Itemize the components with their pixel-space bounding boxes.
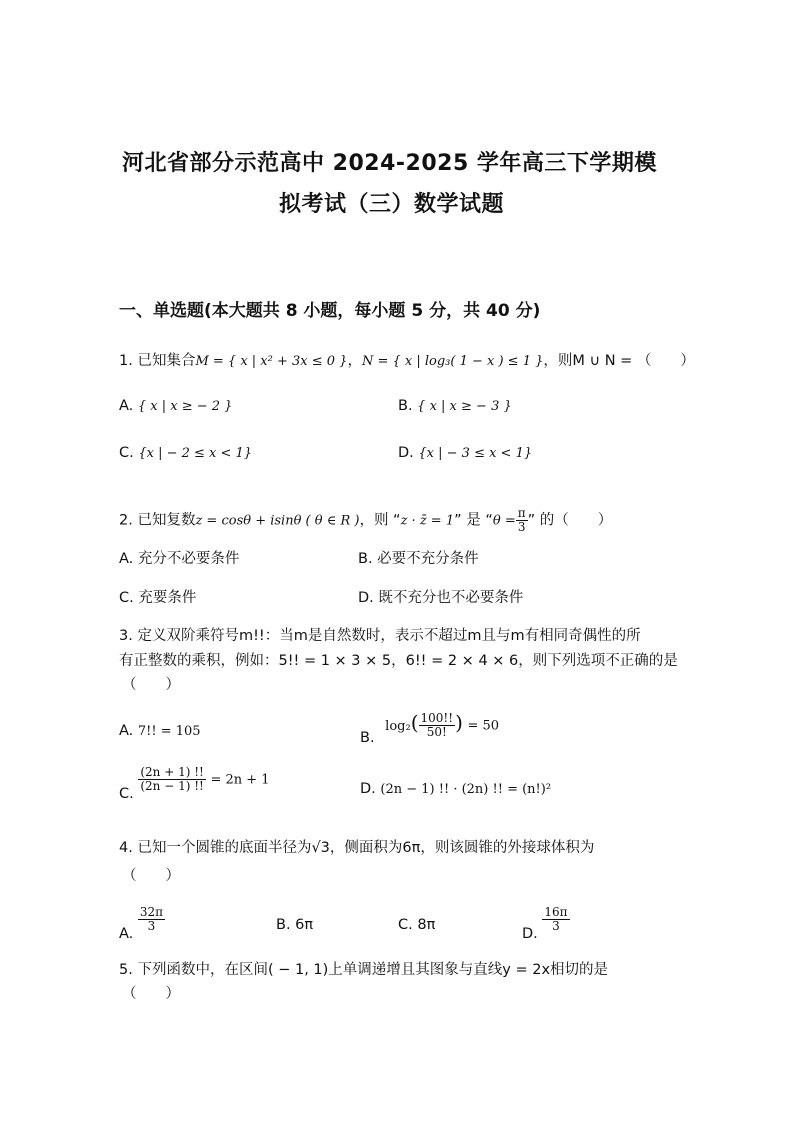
fraction-numerator: 32π	[139, 905, 164, 919]
option-label: A.	[119, 723, 134, 739]
option-label: A.	[119, 925, 134, 942]
question-3-line3: （ ）	[122, 677, 180, 693]
q3-option-a	[119, 724, 201, 739]
q3-option-c-fraction	[138, 766, 206, 793]
option-label: B.	[398, 398, 413, 414]
section-heading: 一、单选题(本大题共 8 小题，每小题 5 分，共 40 分)	[119, 301, 541, 321]
q2-prefix: 2. 已知复数	[119, 512, 196, 529]
q2-option-d: D. 既不充分也不必要条件	[358, 590, 524, 606]
q1-option-d-math: {x | − 3 ≤ x < 1}	[418, 446, 533, 461]
q1-option-c-math: {x | − 2 ≤ x < 1}	[138, 446, 253, 461]
option-label: D.	[398, 445, 414, 461]
q2-cond2-fraction	[516, 507, 528, 534]
q3-option-d	[360, 782, 551, 797]
q1-option-a-math: { x | x ≥ − 2 }	[137, 399, 233, 414]
doc-title-line2: 拟考试（三）数学试题	[279, 192, 505, 217]
fraction-denominator: (2n − 1) !!	[140, 779, 204, 794]
fraction-denominator: 3	[552, 919, 560, 934]
question-2-stem	[119, 507, 612, 534]
fraction-numerator: 100!!	[420, 711, 454, 725]
q2-suffix: ” 的（ ）	[527, 512, 613, 529]
option-label: A.	[119, 398, 134, 414]
question-5-line1: 5. 下列函数中，在区间( − 1, 1)上单调递增且其图象与直线y = 2x相切的是	[119, 962, 609, 978]
q4-option-a	[119, 905, 165, 942]
question-1-stem	[119, 354, 695, 369]
fraction-numerator: (2n + 1) !!	[140, 765, 204, 779]
q3-option-b	[360, 710, 500, 746]
q4-option-d-fraction	[542, 906, 569, 933]
q4-option-b: B. 6π	[276, 917, 314, 933]
q3-option-a-math: 7!! = 105	[137, 724, 201, 739]
q3-option-c	[119, 765, 270, 802]
q2-option-a: A. 充分不必要条件	[119, 551, 240, 567]
q2-option-b: B. 必要不充分条件	[358, 551, 479, 567]
q1-option-b-math: { x | x ≥ − 3 }	[417, 399, 512, 414]
q1-option-b	[398, 399, 512, 414]
question-5-line2: （ ）	[122, 986, 180, 1002]
q2-cond1: z · z̄ = 1	[400, 513, 455, 529]
q1-prefix: 1. 已知集合	[119, 353, 196, 369]
q1-option-c	[119, 446, 252, 461]
q2-z: z = cosθ + isinθ ( θ ∈ R )	[195, 513, 360, 529]
question-3-line2: 有正整数的乘积，例如：5!! = 1 × 3 × 5，6!! = 2 × 4 × 6，则下列选项不正确的是	[119, 653, 678, 669]
q4-option-a-fraction	[138, 906, 165, 933]
option-label: B.	[360, 729, 375, 746]
q4-option-d	[522, 905, 570, 942]
q1-comma: ，	[347, 353, 362, 369]
q1-option-d	[398, 446, 532, 461]
q1-set-n: N = { x | log₃( 1 − x ) ≤ 1 }	[361, 354, 544, 369]
q1-option-a	[119, 399, 232, 414]
option-label: C.	[119, 785, 134, 802]
q3-option-c-rhs: = 2n + 1	[210, 772, 270, 788]
q3-option-d-math: (2n − 1) !! · (2n) !! = (n!)²	[380, 782, 552, 797]
q3-option-b-log: log₂	[385, 718, 411, 734]
q2-mid1: ，则 “	[359, 512, 401, 529]
q3-option-b-rhs: = 50	[467, 718, 500, 734]
q4-option-c: C. 8π	[398, 917, 436, 933]
q3-option-b-fraction	[419, 712, 456, 739]
option-label: D.	[522, 925, 538, 942]
fraction-denominator: 50!	[426, 725, 447, 740]
fraction-numerator: π	[517, 506, 526, 520]
fraction-denominator: 3	[147, 919, 156, 934]
q2-mid2: ” 是 “	[454, 512, 493, 529]
q2-cond2-left: θ =	[492, 513, 516, 529]
fraction-denominator: 3	[517, 520, 526, 535]
q2-option-c: C. 充要条件	[119, 590, 197, 606]
fraction-numerator: 16π	[544, 905, 568, 919]
option-label: C.	[119, 445, 134, 461]
q3-option-b-paren-open: (	[410, 710, 419, 735]
question-3-line1: 3. 定义双阶乘符号m!!：当m是自然数时，表示不超过m且与m有相同奇偶性的所	[119, 628, 641, 644]
question-4-line2: （ ）	[122, 868, 180, 884]
q1-set-m: M = { x | x² + 3x ≤ 0 }	[195, 354, 348, 369]
q3-option-b-paren-close: )	[455, 710, 463, 735]
doc-title-line1: 河北省部分示范高中 2024-2025 学年高三下学期模	[122, 151, 657, 176]
option-label: D.	[360, 781, 376, 797]
question-4-line1: 4. 已知一个圆锥的底面半径为√3，侧面积为6π，则该圆锥的外接球体积为	[119, 840, 595, 856]
q1-suffix: ，则M ∪ N = （ ）	[543, 353, 695, 369]
